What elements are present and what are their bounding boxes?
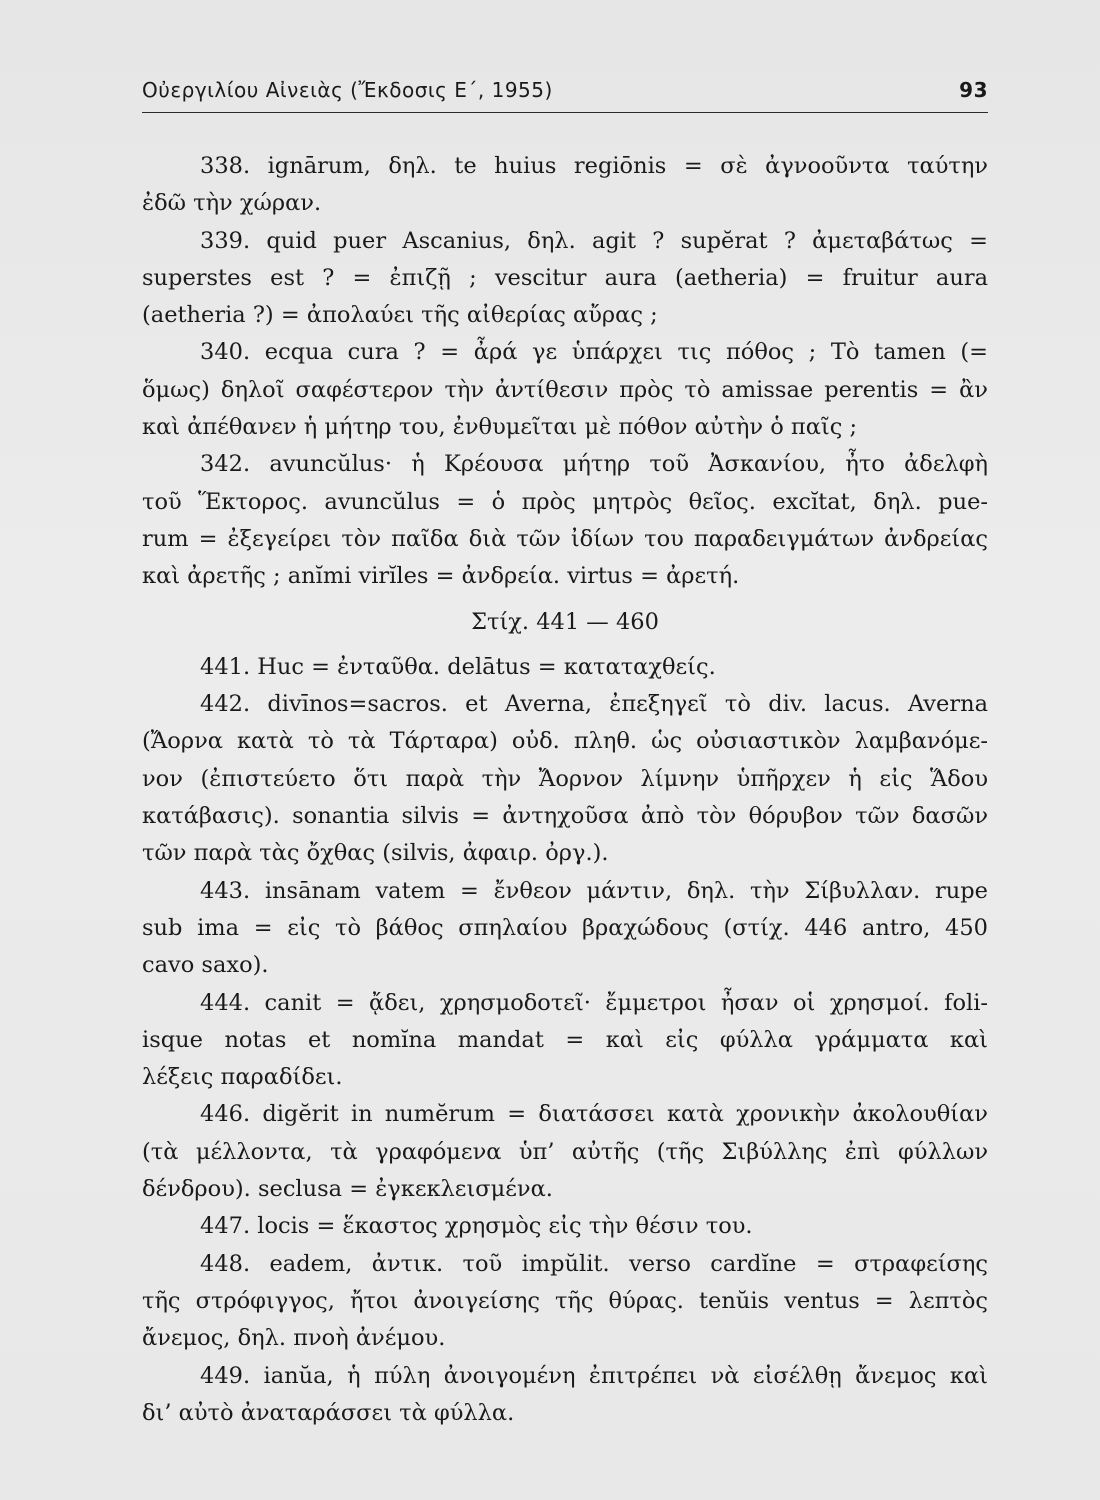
text-line: isque notas et nomĭna mandat = καὶ εἰς φύλλα γράμματα καὶ [142,1026,988,1053]
text-line: νον (ἐπιστεύετο ὅτι παρὰ τὴν Ἄορνον λίμνην ὑπῆρχεν ἡ εἰς Ἅδου [142,765,988,792]
text-line: δένδρου). seclusa = ἐγκεκλεισμένα. [142,1176,553,1203]
text-line: superstes est ? = ἐπιζῇ ; vescitur aura (aetheria) = fruitur aura [142,264,988,291]
commentary-text [142,148,988,1432]
text-line: καὶ ἀρετῆς ; anĭmi virĭles = ἀνδρεία. virtus = ἀρετή. [142,563,740,590]
text-line: cavo saxo). [142,952,269,979]
text-line: τῆς στρόφιγγος, ἤτοι ἀνοιγείσης τῆς θύρας. tenŭis ventus = λεπτὸς [142,1287,988,1314]
header-rule [142,112,988,113]
text-line: τοῦ Ἕκτορος. avuncŭlus = ὁ πρὸς μητρὸς θεῖος. excĭtat, δηλ. pue- [142,488,988,515]
text-line: δι’ αὐτὸ ἀναταράσσει τὰ φύλλα. [142,1399,515,1426]
text-line: 441. Huc = ἐνταῦθα. delātus = καταταχθείς. [200,653,716,680]
text-line: (aetheria ?) = ἀπολαύει τῆς αἰθερίας αὔρας ; [142,302,658,329]
text-line: ἄνεμος, δηλ. πνοὴ ἀνέμου. [142,1325,446,1352]
text-line: κατάβασις). sonantia silvis = ἀντηχοῦσα ἀπὸ τὸν θόρυβον τῶν δασῶν [142,803,988,830]
text-line: rum = ἐξεγείρει τὸν παῖδα διὰ τῶν ἰδίων του παραδειγμάτων ἀνδρείας [142,525,988,552]
text-line: καὶ ἀπέθανεν ἡ μήτηρ του, ἐνθυμεῖται μὲ πόθον αὐτὴν ὁ παῖς ; [142,414,858,441]
running-header [142,78,988,108]
text-line: 449. ianŭa, ἡ πύλη ἀνοιγομένη ἐπιτρέπει νὰ εἰσέλθῃ ἄνεμος καὶ [200,1362,988,1389]
text-line: ἐδῶ τὴν χώραν. [142,190,322,217]
section-heading: Στίχ. 441 — 460 [471,608,659,635]
text-line: 446. digĕrit in numĕrum = διατάσσει κατὰ χρονικὴν ἀκολουθίαν [200,1101,988,1128]
text-line: 338. ignārum, δηλ. te huius regiōnis = σὲ ἀγνοοῦντα ταύτην [200,153,988,179]
text-line: τῶν παρὰ τὰς ὄχθας (silvis, ἀφαιρ. ὀργ.). [142,840,609,867]
text-line: 444. canit = ᾄδει, χρησμοδοτεῖ· ἔμμετροι ἦσαν οἱ χρησμοί. foli- [200,989,988,1016]
text-line: sub ima = εἰς τὸ βάθος σπηλαίου βραχώδους (στίχ. 446 antro, 450 [142,914,988,941]
text-line: 342. avuncŭlus· ἡ Κρέουσα μήτηρ τοῦ Ἀσκανίου, ἦτο ἀδελφὴ [200,451,988,478]
text-line: 442. divīnos=sacros. et Averna, ἐπεξηγεῖ τὸ div. lacus. Averna [200,691,988,718]
text-line: 448. eadem, ἀντικ. τοῦ impŭlit. verso cardĭne = στραφείσης [200,1250,988,1277]
text-line: 443. insānam vatem = ἔνθεον μάντιν, δηλ. τὴν Σίβυλλαν. rupe [200,877,988,904]
running-title: Οὐεργιλίου Αἰνειὰς (Ἔκδοσις Ε΄, 1955) [142,78,553,102]
text-line: 447. locis = ἕκαστος χρησμὸς εἰς τὴν θέσιν του. [200,1213,753,1240]
text-line: 340. ecqua cura ? = ἆρά γε ὑπάρχει τις πόθος ; Τὸ tamen (= [200,339,988,366]
text-line: λέξεις παραδίδει. [142,1064,343,1091]
text-line: ὅμως) δηλοῖ σαφέστερον τὴν ἀντίθεσιν πρὸς τὸ amissae perentis = ἂν [142,376,988,403]
text-line: (Ἄορνα κατὰ τὸ τὰ Τάρταρα) οὐδ. πληθ. ὡς οὐσιαστικὸν λαμβανόμε- [142,728,988,755]
text-line: (τὰ μέλλοντα, τὰ γραφόμενα ὑπ’ αὐτῆς (τῆς Σιβύλλης ἐπὶ φύλλων [142,1138,988,1165]
page-number: 93 [959,78,988,102]
text-line: 339. quid puer Ascanius, δηλ. agit ? supĕrat ? ἀμεταβάτως = [200,227,988,254]
